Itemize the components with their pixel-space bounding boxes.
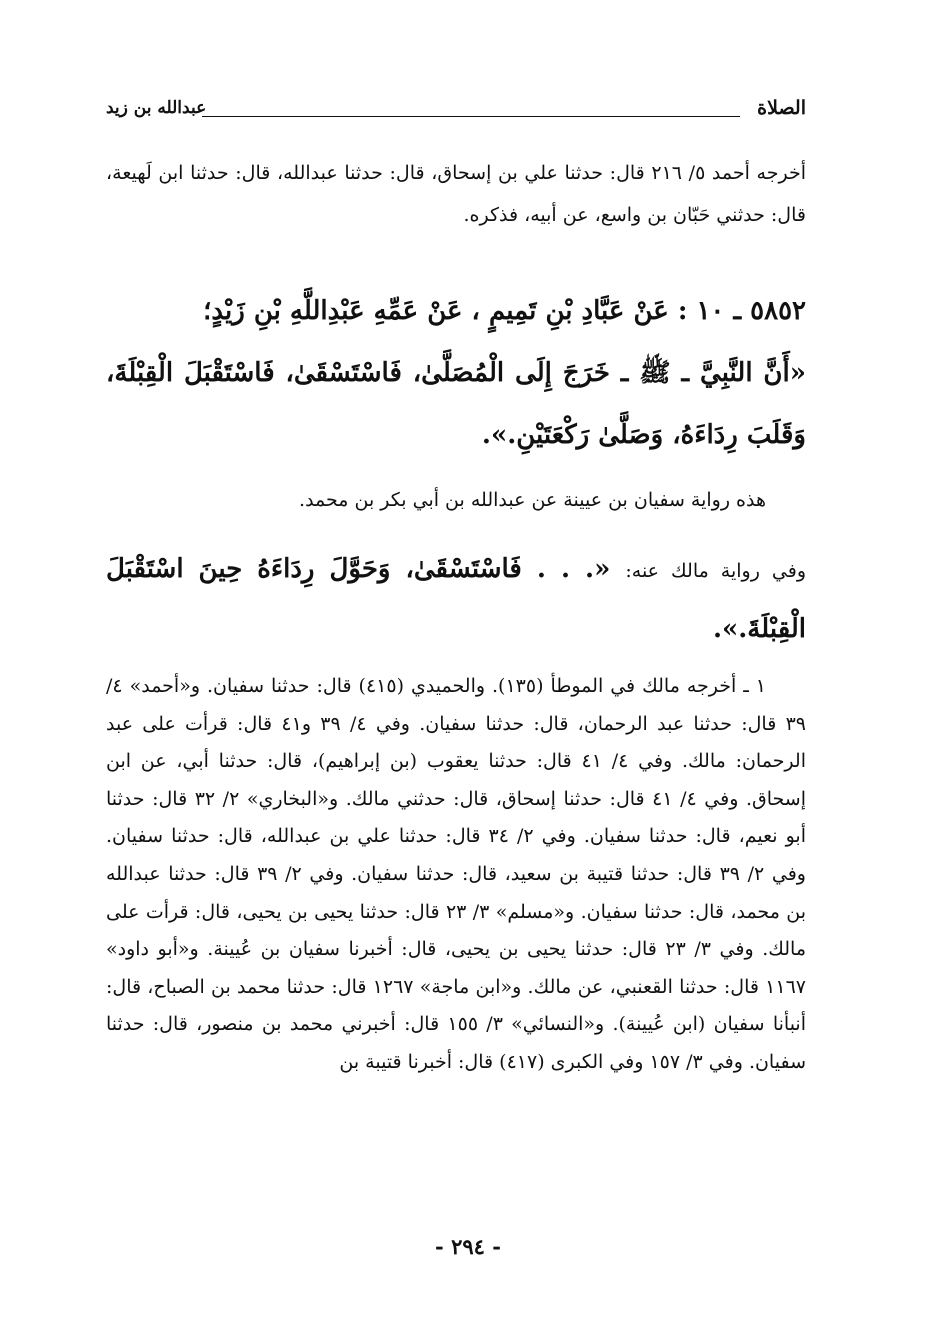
header-chapter-title: الصلاة bbox=[757, 97, 806, 119]
footnote-text: ١ ـ أخرجه مالك في الموطأ (١٣٥). والحميدي (٤١٥) قال: حدثنا سفيان. و«أحمد» ٤/ ٣٩ قال: حدثنا عبد الرحمان، قال: حدثنا سفيان. وفي ٤/ ٣٩ و٤١ قال: قرأت على عبد الرحمان: مالك. وفي ٤/ ٤١ قال: حدثنا يعقوب (بن إبراهيم)، قال: حدثنا أبي، عن ابن إسحاق. وفي ٤/ ٤١ قال: حدثنا إسحاق، قال: حدثني مالك. و«البخاري» ٢/ ٣٢ قال: حدثنا أبو نعيم، قال: حدثنا سفيان. وفي ٢/ ٣٤ قال: حدثنا علي بن عبدالله، قال: حدثنا سفيان. وفي ٢/ ٣٩ قال: حدثنا قتيبة بن سعيد، قال: حدثنا سفيان. وفي ٢/ ٣٩ قال: حدثنا عبدالله بن محمد، قال: حدثنا سفيان. و«مسلم» ٣/ ٢٣ قال: حدثنا يحيى بن يحيى، قال: قرأت على مالك. وفي ٣/ ٢٣ قال: حدثنا يحيى بن يحيى، قال: أخبرنا سفيان بن عُيينة. و«أبو داود» ١١٦٧ قال: حدثنا القعنبي، عن مالك. و«ابن ماجة» ١٢٦٧ قال: حدثنا محمد بن الصباح، قال: أنبأنا سفيان (ابن عُيينة). و«النسائي» ٣/ ١٥٥ قال: أخبرني محمد بن منصور، قال: حدثنا سفيان. وفي ٣/ ١٥٧ وفي الكبرى (٤١٧) قال: أخبرنا قتيبة بن bbox=[106, 675, 806, 1073]
malik-narration bbox=[106, 540, 806, 658]
hadith-text bbox=[106, 280, 806, 466]
narration-note-text: هذه رواية سفيان بن عيينة عن عبدالله بن أبي بكر بن محمد. bbox=[299, 489, 766, 511]
intro-paragraph: أخرجه أحمد ٥/ ٢١٦ قال: حدثنا علي بن إسحاق، قال: حدثنا عبدالله، قال: حدثنا ابن لَهيعة، قال: حدثني حَبّان بن واسع، عن أبيه، فذكره. bbox=[106, 162, 806, 226]
malik-intro: وفي رواية مالك عنه: bbox=[625, 560, 806, 582]
header-rule bbox=[202, 116, 740, 117]
narration-note bbox=[106, 480, 806, 520]
footnote bbox=[106, 668, 806, 1082]
hadith-chain: ٥٨٥٢ ـ ١٠ : عَنْ عَبَّادِ بْنِ تَمِيمٍ ، عَنْ عَمِّهِ عَبْدِاللَّهِ بْنِ زَيْدٍ؛ bbox=[203, 296, 806, 326]
page-number: - ٢٩٤ - bbox=[435, 1234, 501, 1259]
hadith-body: «أَنَّ النَّبِيَّ ـ ﷺ ـ خَرَجَ إِلَى الْمُصَلَّىٰ، فَاسْتَسْقَىٰ، فَاسْتَقْبَلَ الْقِبْلَةَ، وَقَلَبَ رِدَاءَهُ، وَصَلَّىٰ رَكْعَتَيْنِ.». bbox=[106, 358, 806, 450]
running-header bbox=[106, 94, 806, 122]
header-narrator-name: عبدالله بن زيد bbox=[106, 98, 207, 118]
malik-text: «. . . فَاسْتَسْقَىٰ، وَحَوَّلَ رِدَاءَهُ حِينَ اسْتَقْبَلَ الْقِبْلَةَ.». bbox=[106, 554, 806, 644]
